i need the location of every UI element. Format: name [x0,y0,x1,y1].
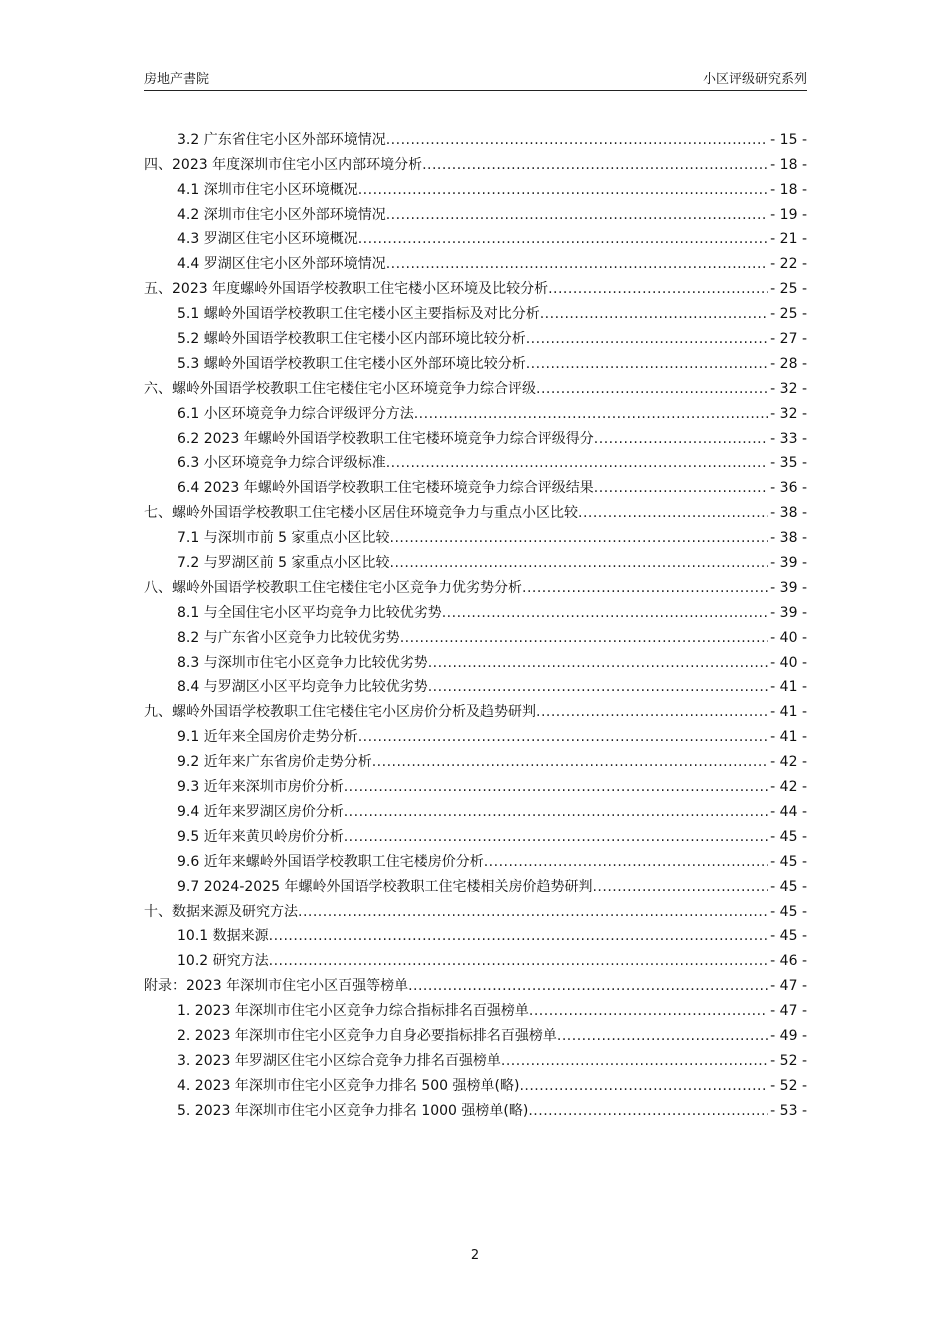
toc-entry-page: - 46 - [770,953,807,970]
toc-entry-page: - 49 - [770,1027,807,1044]
toc-entry-page: - 45 - [770,928,807,945]
toc-section-entry[interactable] [144,348,807,373]
toc-leader-dots [269,927,769,945]
toc-section-entry[interactable] [144,647,807,672]
toc-section-entry[interactable] [144,1020,807,1045]
toc-entry-page: - 40 - [770,629,807,646]
toc-entry-page: - 41 - [770,704,807,721]
toc-entry-page: - 15 - [770,131,807,148]
toc-section-entry[interactable] [144,597,807,622]
toc-leader-dots [386,454,768,472]
toc-entry-page: - 38 - [770,505,807,522]
toc-section-entry[interactable] [144,846,807,871]
toc-leader-dots [594,430,768,448]
toc-leader-dots [386,255,768,273]
toc-entry-page: - 44 - [770,803,807,820]
toc-entry-title: 附录：2023 年深圳市住宅小区百强等榜单 [144,978,409,995]
toc-chapter-entry[interactable] [144,696,807,721]
toc-chapter-entry[interactable] [144,373,807,398]
toc-entry-title: 5.2 螺岭外国语学校教职工住宅楼小区内部环境比较分析 [177,331,526,348]
toc-entry-page: - 39 - [770,579,807,596]
toc-section-entry[interactable] [144,622,807,647]
toc-entry-page: - 45 - [770,878,807,895]
toc-entry-page: - 18 - [770,181,807,198]
page-number: 2 [470,1248,480,1263]
toc-entry-title: 九、螺岭外国语学校教职工住宅楼住宅小区房价分析及趋势研判 [144,704,536,721]
toc-entry-title: 四、2023 年度深圳市住宅小区内部环境分析 [144,156,423,173]
toc-entry-title: 八、螺岭外国语学校教职工住宅楼住宅小区竞争力优劣势分析 [144,579,522,596]
toc-entry-page: - 38 - [770,530,807,547]
toc-leader-dots [519,1077,768,1095]
toc-entry-page: - 45 - [770,903,807,920]
toc-chapter-entry[interactable] [144,149,807,174]
toc-leader-dots [358,230,768,248]
toc-entry-title: 9.6 近年来螺岭外国语学校教职工住宅楼房价分析 [177,853,484,870]
table-of-contents [144,124,807,1120]
toc-section-entry[interactable] [144,821,807,846]
toc-leader-dots [540,305,768,323]
toc-entry-page: - 28 - [770,355,807,372]
toc-section-entry[interactable] [144,1095,807,1120]
toc-section-entry[interactable] [144,298,807,323]
toc-entry-title: 8.2 与广东省小区竞争力比较优劣势 [177,629,400,646]
toc-section-entry[interactable] [144,721,807,746]
toc-leader-dots [422,156,768,174]
toc-section-entry[interactable] [144,1070,807,1095]
toc-entry-title: 6.4 2023 年螺岭外国语学校教职工住宅楼环境竞争力综合评级结果 [177,480,594,497]
toc-entry-title: 6.2 2023 年螺岭外国语学校教职工住宅楼环境竞争力综合评级得分 [177,430,594,447]
toc-leader-dots [536,703,768,721]
toc-entry-title: 4.3 罗湖区住宅小区环境概况 [177,231,358,248]
toc-entry-title: 10.2 研究方法 [177,953,269,970]
toc-entry-page: - 36 - [770,480,807,497]
toc-section-entry[interactable] [144,472,807,497]
toc-entry-page: - 39 - [770,555,807,572]
toc-section-entry[interactable] [144,995,807,1020]
toc-leader-dots [501,1052,768,1070]
toc-entry-title: 5. 2023 年深圳市住宅小区竞争力排名 1000 强榜单(略) [177,1102,529,1119]
toc-entry-page: - 39 - [770,604,807,621]
toc-entry-page: - 47 - [770,978,807,995]
toc-section-entry[interactable] [144,224,807,249]
toc-leader-dots [414,405,768,423]
toc-leader-dots [408,977,768,995]
toc-section-entry[interactable] [144,124,807,149]
toc-leader-dots [536,380,768,398]
toc-leader-dots [578,504,768,522]
toc-entry-title: 六、螺岭外国语学校教职工住宅楼住宅小区环境竞争力综合评级 [144,380,536,397]
toc-leader-dots [298,903,768,921]
toc-entry-title: 9.2 近年来广东省房价走势分析 [177,754,372,771]
toc-entry-page: - 41 - [770,679,807,696]
toc-leader-dots [557,1027,768,1045]
toc-chapter-entry[interactable] [144,273,807,298]
toc-section-entry[interactable] [144,248,807,273]
toc-leader-dots [269,952,769,970]
toc-entry-title: 7.1 与深圳市前 5 家重点小区比较 [177,530,390,547]
toc-leader-dots [526,355,768,373]
toc-entry-page: - 27 - [770,331,807,348]
toc-entry-title: 9.5 近年来黄贝岭房价分析 [177,828,344,845]
toc-leader-dots [428,678,768,696]
toc-entry-page: - 41 - [770,729,807,746]
toc-leader-dots [400,629,768,647]
toc-entry-page: - 25 - [770,281,807,298]
toc-section-entry[interactable] [144,746,807,771]
page-header [144,66,807,91]
toc-leader-dots [344,828,768,846]
toc-entry-title: 十、数据来源及研究方法 [144,903,298,920]
toc-entry-page: - 18 - [770,156,807,173]
toc-section-entry[interactable] [144,672,807,697]
toc-entry-title: 9.3 近年来深圳市房价分析 [177,779,344,796]
toc-section-entry[interactable] [144,771,807,796]
toc-leader-dots [594,479,768,497]
toc-section-entry[interactable] [144,323,807,348]
toc-chapter-entry[interactable] [144,572,807,597]
toc-section-entry[interactable] [144,1045,807,1070]
toc-entry-page: - 22 - [770,256,807,273]
toc-chapter-entry[interactable] [144,896,807,921]
toc-section-entry[interactable] [144,199,807,224]
toc-entry-title: 5.1 螺岭外国语学校教职工住宅楼小区主要指标及对比分析 [177,306,540,323]
toc-entry-page: - 19 - [770,206,807,223]
toc-leader-dots [484,853,768,871]
toc-leader-dots [344,778,768,796]
toc-entry-title: 9.4 近年来罗湖区房价分析 [177,803,344,820]
toc-section-entry[interactable] [144,945,807,970]
toc-entry-title: 4.4 罗湖区住宅小区外部环境情况 [177,256,386,273]
toc-entry-page: - 45 - [770,828,807,845]
toc-chapter-entry[interactable] [144,497,807,522]
toc-entry-title: 10.1 数据来源 [177,928,269,945]
toc-entry-title: 6.1 小区环境竞争力综合评级评分方法 [177,405,414,422]
toc-section-entry[interactable] [144,522,807,547]
toc-section-entry[interactable] [144,423,807,448]
toc-entry-title: 9.1 近年来全国房价走势分析 [177,729,358,746]
toc-leader-dots [548,280,768,298]
toc-entry-page: - 35 - [770,455,807,472]
toc-entry-title: 6.3 小区环境竞争力综合评级标准 [177,455,386,472]
toc-entry-page: - 52 - [770,1077,807,1094]
toc-entry-page: - 47 - [770,1003,807,1020]
toc-leader-dots [522,579,768,597]
header-series-title: 小区评级研究系列 [702,72,807,87]
toc-entry-title: 7.2 与罗湖区前 5 家重点小区比较 [177,555,390,572]
toc-entry-page: - 42 - [770,779,807,796]
toc-entry-title: 七、螺岭外国语学校教职工住宅楼小区居住环境竞争力与重点小区比较 [144,505,578,522]
toc-entry-page: - 21 - [770,231,807,248]
toc-section-entry[interactable] [144,796,807,821]
toc-leader-dots [526,330,768,348]
toc-leader-dots [344,803,768,821]
toc-leader-dots [390,554,769,572]
toc-section-entry[interactable] [144,398,807,423]
toc-entry-title: 4. 2023 年深圳市住宅小区竞争力排名 500 强榜单(略) [177,1077,520,1094]
toc-section-entry[interactable] [144,871,807,896]
toc-entry-title: 1. 2023 年深圳市住宅小区竞争力综合指标排名百强榜单 [177,1003,529,1020]
toc-entry-title: 9.7 2024-2025 年螺岭外国语学校教职工住宅楼相关房价趋势研判 [177,878,593,895]
toc-entry-title: 2. 2023 年深圳市住宅小区竞争力自身必要指标排名百强榜单 [177,1027,557,1044]
toc-leader-dots [390,529,769,547]
toc-leader-dots [386,206,768,224]
toc-entry-title: 五、2023 年度螺岭外国语学校教职工住宅楼小区环境及比较分析 [144,281,549,298]
toc-leader-dots [529,1002,768,1020]
header-publisher: 房地产書院 [144,72,210,87]
toc-leader-dots [592,878,768,896]
toc-entry-page: - 53 - [770,1102,807,1119]
toc-section-entry[interactable] [144,174,807,199]
toc-leader-dots [386,131,768,149]
toc-section-entry[interactable] [144,921,807,946]
toc-leader-dots [358,728,768,746]
toc-entry-page: - 32 - [770,405,807,422]
toc-section-entry[interactable] [144,448,807,473]
toc-leader-dots [528,1102,768,1120]
toc-leader-dots [442,604,768,622]
toc-entry-title: 4.2 深圳市住宅小区外部环境情况 [177,206,386,223]
toc-entry-title: 8.4 与罗湖区小区平均竞争力比较优劣势 [177,679,428,696]
toc-entry-title: 5.3 螺岭外国语学校教职工住宅楼小区外部环境比较分析 [177,355,526,372]
toc-leader-dots [358,181,768,199]
toc-entry-page: - 32 - [770,380,807,397]
toc-entry-title: 8.3 与深圳市住宅小区竞争力比较优劣势 [177,654,428,671]
toc-entry-title: 8.1 与全国住宅小区平均竞争力比较优劣势 [177,604,442,621]
toc-entry-page: - 25 - [770,306,807,323]
toc-entry-page: - 33 - [770,430,807,447]
toc-entry-title: 4.1 深圳市住宅小区环境概况 [177,181,358,198]
toc-entry-title: 3. 2023 年罗湖区住宅小区综合竞争力排名百强榜单 [177,1052,501,1069]
toc-entry-page: - 42 - [770,754,807,771]
toc-leader-dots [372,753,768,771]
toc-entry-page: - 45 - [770,853,807,870]
toc-entry-page: - 40 - [770,654,807,671]
toc-entry-title: 3.2 广东省住宅小区外部环境情况 [177,131,386,148]
toc-leader-dots [428,654,768,672]
toc-chapter-entry[interactable] [144,970,807,995]
toc-entry-page: - 52 - [770,1052,807,1069]
toc-section-entry[interactable] [144,547,807,572]
